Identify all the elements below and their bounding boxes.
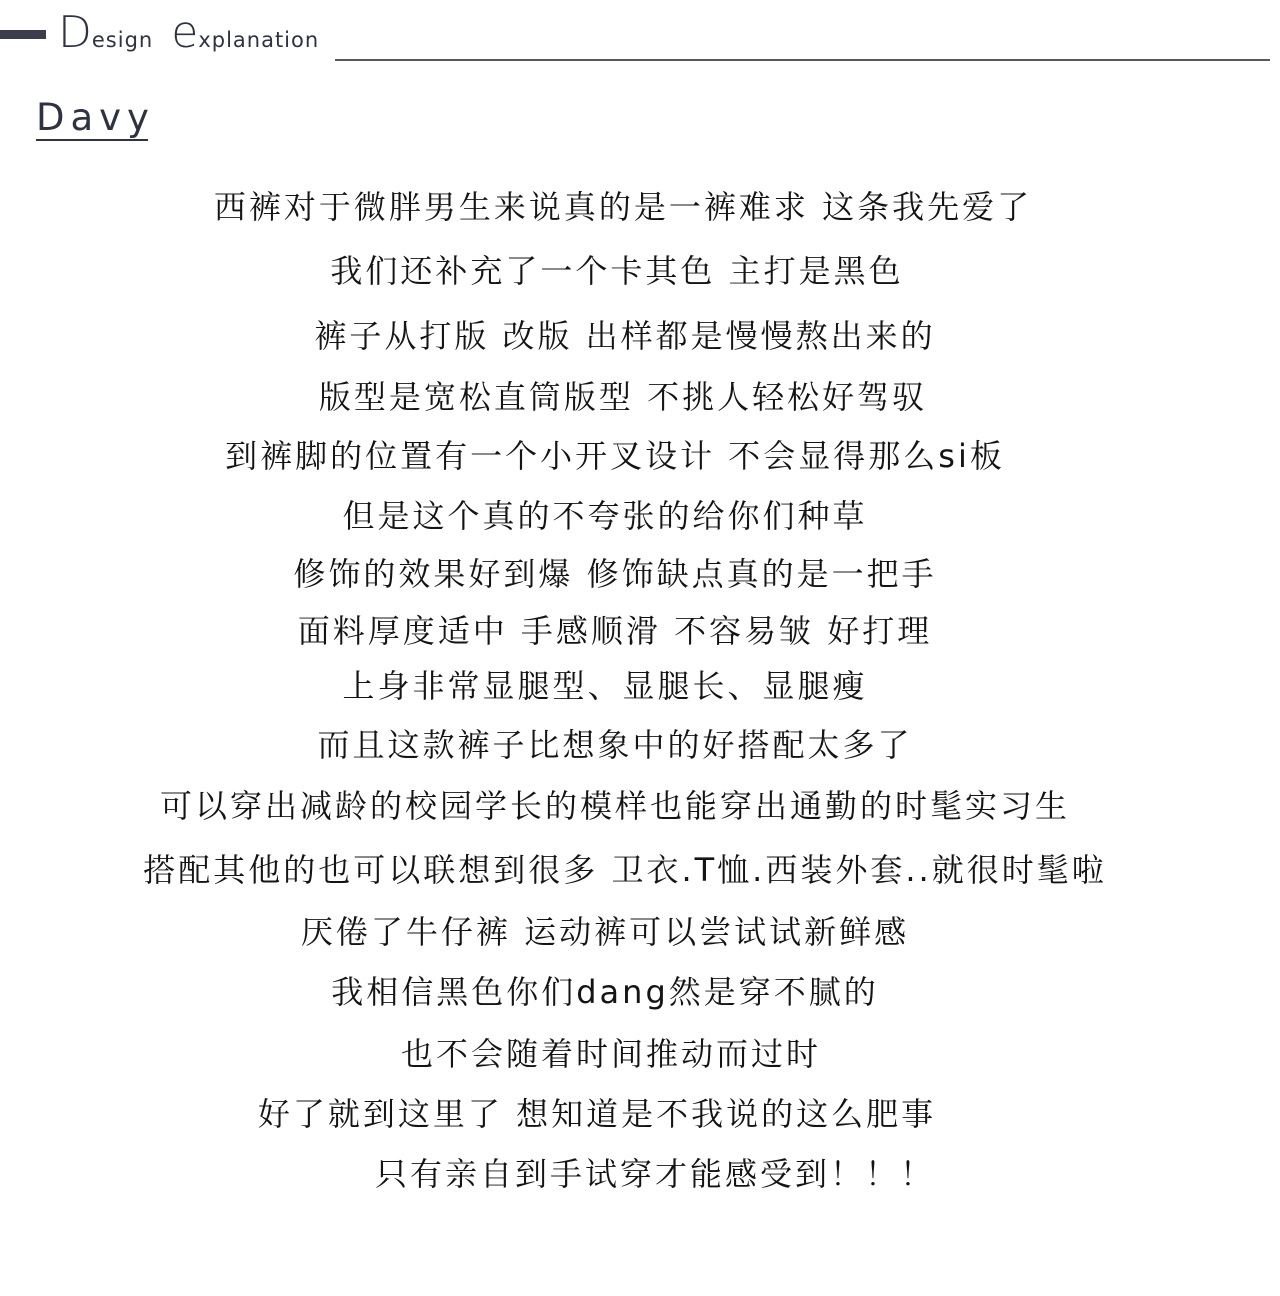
text-line-4: 版型是宽松直筒版型 不挑人轻松好驾驭 [318,378,928,416]
text-line-12: 搭配其他的也可以联想到很多 卫衣.T恤.西装外套..就很时髦啦 [143,851,1107,889]
author-name: Davy [36,96,155,139]
heading-initial-e: e [171,7,199,58]
heading-word-xplanation: xplanation [198,28,320,52]
heading-word-esign: esign [91,28,154,52]
text-line-10: 而且这款裤子比想象中的好搭配太多了 [317,726,913,764]
text-line-9: 上身非常显腿型、显腿长、显腿瘦 [342,667,868,705]
text-line-3: 裤子从打版 改版 出样都是慢慢熬出来的 [314,317,936,355]
text-line-11: 可以穿出减龄的校园学长的模样也能穿出通勤的时髦实习生 [159,787,1070,825]
text-line-13: 厌倦了牛仔裤 运动裤可以尝试试新鲜感 [300,913,910,951]
text-line-6: 但是这个真的不夸张的给你们种草 [342,497,868,535]
text-line-17: 只有亲自到手试穿才能感受到！！！ [374,1155,935,1193]
text-line-2: 我们还补充了一个卡其色 主打是黑色 [330,252,904,290]
author-underline [36,139,148,141]
text-line-16: 好了就到这里了 想知道是不我说的这么肥事 [257,1095,937,1133]
text-line-1: 西裤对于微胖男生来说真的是一裤难求 这条我先爱了 [213,188,1033,226]
header-rule [335,59,1270,61]
text-line-5: 到裤脚的位置有一个小开叉设计 不会显得那么si板 [225,437,1005,475]
text-line-7: 修饰的效果好到爆 修饰缺点真的是一把手 [293,555,937,593]
text-line-14: 我相信黑色你们dang然是穿不腻的 [331,973,879,1011]
text-line-8: 面料厚度适中 手感顺滑 不容易皱 好打理 [297,612,933,650]
section-heading [58,8,319,58]
text-line-15: 也不会随着时间推动而过时 [400,1035,821,1073]
heading-initial-d: D [58,7,92,58]
header-accent-bar [0,30,46,39]
